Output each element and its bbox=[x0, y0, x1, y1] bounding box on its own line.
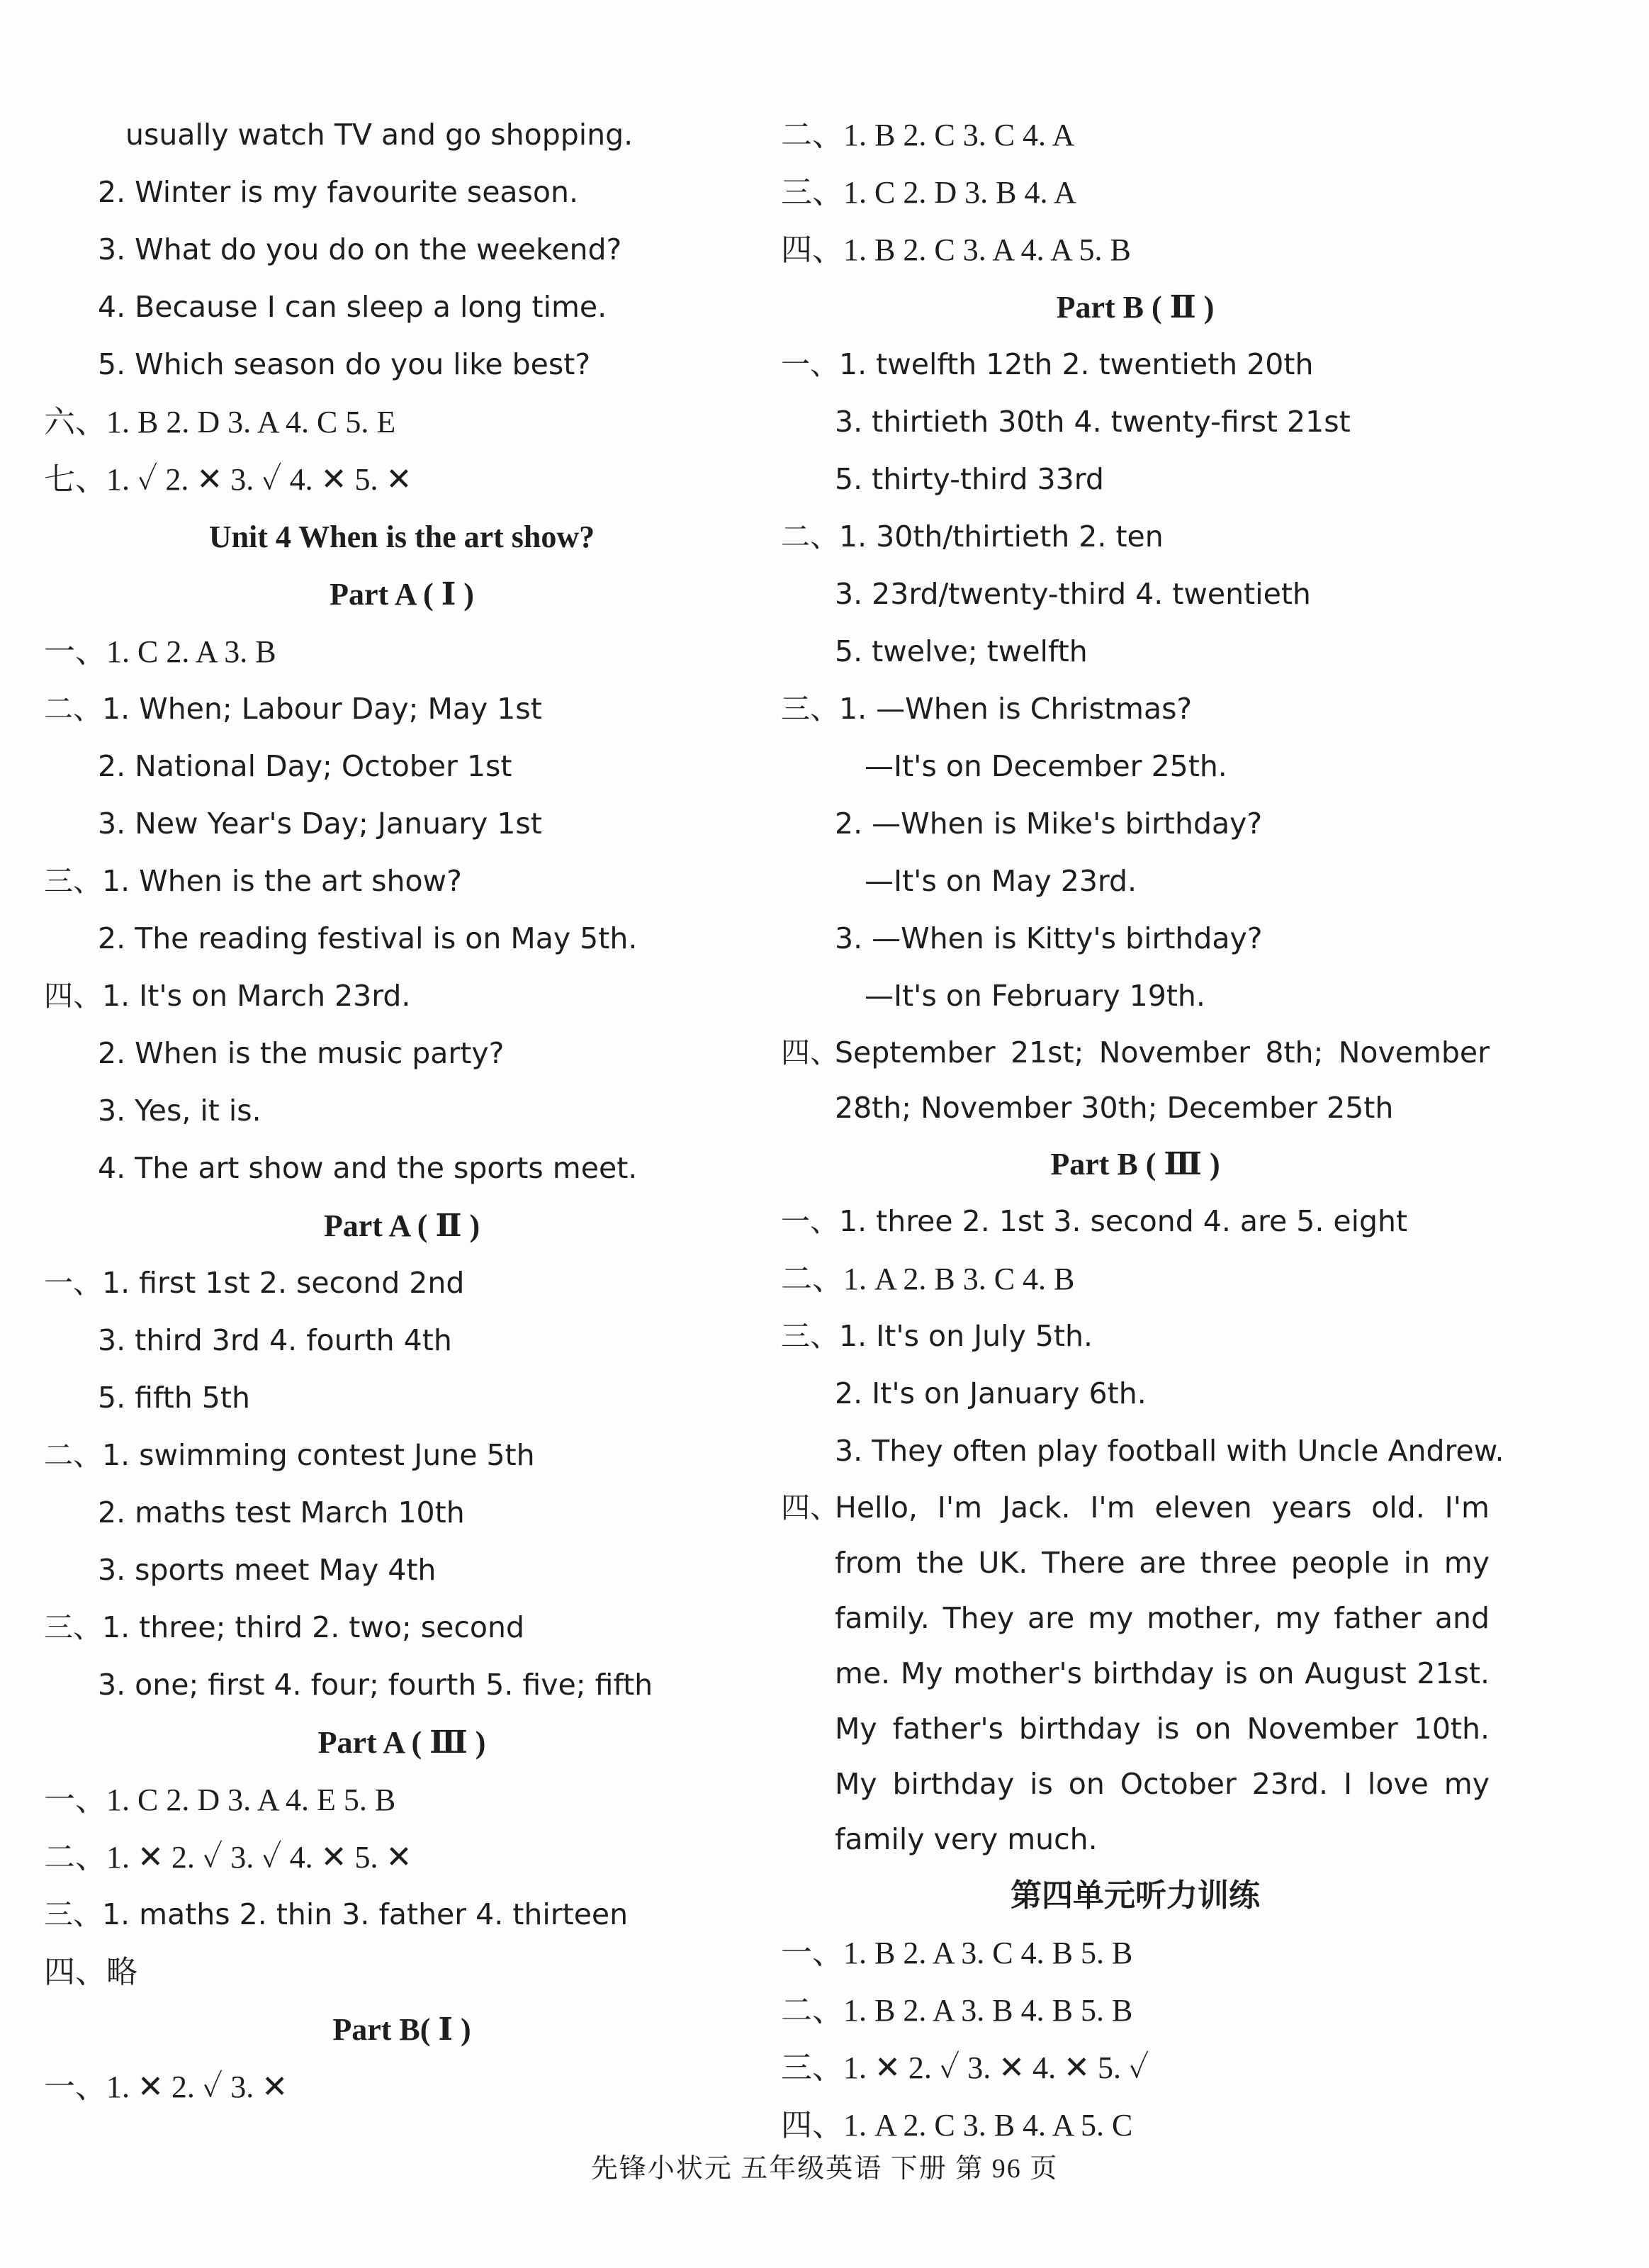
right-column bbox=[781, 106, 1504, 2154]
answer-line: 一、1. C 2. A 3. B bbox=[44, 634, 276, 669]
answer-line: 三、1. It's on July 5th. bbox=[781, 1319, 1093, 1353]
answer-line: 2. It's on January 6th. bbox=[835, 1376, 1147, 1410]
item-number: 四、 bbox=[781, 1035, 839, 1070]
answer-line: 5. twelve; twelfth bbox=[835, 634, 1088, 668]
answer-line: 4. The art show and the sports meet. bbox=[98, 1151, 638, 1185]
answer-line: 一、1. first 1st 2. second 2nd bbox=[44, 1266, 465, 1300]
item-number: 四、 bbox=[781, 1491, 839, 1525]
answer-line: usually watch TV and go shopping. bbox=[125, 118, 634, 152]
answer-line: —It's on December 25th. bbox=[865, 749, 1227, 783]
answer-line: 二、1. swimming contest June 5th bbox=[44, 1438, 535, 1472]
answer-line: —It's on May 23rd. bbox=[865, 864, 1137, 898]
answer-line: 二、1. When; Labour Day; May 1st bbox=[44, 692, 542, 726]
answer-line: 2. Winter is my favourite season. bbox=[98, 175, 579, 209]
answer-line: 一、1. twelfth 12th 2. twentieth 20th bbox=[781, 347, 1314, 381]
answer-paragraph bbox=[781, 1025, 1490, 1135]
answer-line: 二、1. A 2. B 3. C 4. B bbox=[781, 1262, 1075, 1296]
answer-line: 3. What do you do on the weekend? bbox=[98, 232, 622, 266]
answer-line: 3. sports meet May 4th bbox=[98, 1553, 437, 1587]
answer-line: 2. The reading festival is on May 5th. bbox=[98, 921, 638, 955]
answer-line: 一、1. ✕ 2. ✓ 3. ✕ bbox=[44, 2070, 288, 2104]
section-heading: Part A ( Ⅱ ) bbox=[323, 1208, 480, 1243]
answer-line: 3. third 3rd 4. fourth 4th bbox=[98, 1323, 452, 1357]
answer-line: 5. Which season do you like best? bbox=[98, 347, 591, 381]
answer-line: 2. maths test March 10th bbox=[98, 1495, 465, 1529]
answer-line: 六、1. B 2. D 3. A 4. C 5. E bbox=[44, 405, 396, 439]
passage bbox=[781, 1480, 1490, 1867]
answer-line: 二、1. B 2. A 3. B 4. B 5. B bbox=[781, 1993, 1133, 2028]
section-heading: Part B ( Ⅲ ) bbox=[1050, 1147, 1220, 1181]
answer-line: 三、1. three; third 2. two; second bbox=[44, 1610, 525, 1644]
answer-line: 2. National Day; October 1st bbox=[98, 749, 512, 783]
answer-line: 3. Yes, it is. bbox=[98, 1094, 261, 1128]
answer-line: 一、1. C 2. D 3. A 4. E 5. B bbox=[44, 1783, 396, 1817]
section-heading: Part A ( Ⅰ ) bbox=[330, 577, 474, 612]
section-heading: Part A ( Ⅲ ) bbox=[317, 1725, 486, 1760]
answer-line: 3. New Year's Day; January 1st bbox=[98, 807, 542, 841]
section-heading: Part B ( Ⅱ ) bbox=[1056, 290, 1215, 325]
answer-line: —It's on February 19th. bbox=[865, 979, 1205, 1013]
answer-line: 四、1. A 2. C 3. B 4. A 5. C bbox=[781, 2108, 1133, 2143]
section-heading: 第四单元听力训练 bbox=[1011, 1878, 1260, 1913]
passage-text: Hello, I'm Jack. I'm eleven years old. I'm from the UK. There are three people in my family. They are my mother, my father and me. My mother's birthday is on August 21st. My father's birthday is on November 10th. My birthday is on October 23rd. I love my family very much. bbox=[835, 1491, 1490, 1856]
answer-line: 4. Because I can sleep a long time. bbox=[98, 290, 607, 324]
answer-line: 3. 23rd/twenty-third 4. twentieth bbox=[835, 577, 1311, 611]
answer-line: 三、1. C 2. D 3. B 4. A bbox=[781, 175, 1076, 210]
answer-line: 5. thirty-third 33rd bbox=[835, 462, 1104, 496]
answer-line: 3. —When is Kitty's birthday? bbox=[835, 921, 1263, 955]
section-heading: Part B( Ⅰ ) bbox=[332, 2012, 471, 2047]
left-column bbox=[44, 106, 760, 2116]
answer-line: 三、1. maths 2. thin 3. father 4. thirteen bbox=[44, 1897, 629, 1931]
answer-line: 二、1. B 2. C 3. C 4. A bbox=[781, 118, 1075, 152]
answer-line: 一、1. three 2. 1st 3. second 4. are 5. eight bbox=[781, 1204, 1408, 1238]
answer-line: 四、1. B 2. C 3. A 4. A 5. B bbox=[781, 232, 1131, 267]
answer-line: 3. They often play football with Uncle Andrew. bbox=[835, 1434, 1504, 1468]
answer-line: 3. one; first 4. four; fourth 5. five; fifth bbox=[98, 1668, 653, 1702]
answer-line: 七、1. ✓ 2. ✕ 3. ✓ 4. ✕ 5. ✕ bbox=[44, 462, 412, 497]
answer-line: 5. fifth 5th bbox=[98, 1381, 250, 1415]
page-footer: 先锋小状元 五年级英语 下册 第 96 页 bbox=[590, 2154, 1059, 2184]
answer-line: 三、1. —When is Christmas? bbox=[781, 692, 1193, 726]
answer-line: 二、1. ✕ 2. ✓ 3. ✓ 4. ✕ 5. ✕ bbox=[44, 1840, 412, 1875]
answer-line: 三、1. When is the art show? bbox=[44, 864, 462, 898]
paragraph-text: September 21st; November 8th; November 28th; November 30th; December 25th bbox=[835, 1035, 1490, 1125]
answer-line: 三、1. ✕ 2. ✓ 3. ✕ 4. ✕ 5. ✓ bbox=[781, 2050, 1149, 2085]
answer-line: 一、1. B 2. A 3. C 4. B 5. B bbox=[781, 1936, 1133, 1970]
answer-line: 3. thirtieth 30th 4. twenty-first 21st bbox=[835, 405, 1351, 439]
unit-title: Unit 4 When is the art show? bbox=[208, 520, 595, 554]
answer-line: 2. When is the music party? bbox=[98, 1036, 505, 1070]
answer-line: 四、略 bbox=[44, 1955, 137, 1989]
answer-line: 二、1. 30th/thirtieth 2. ten bbox=[781, 520, 1164, 554]
answer-line: 四、1. It's on March 23rd. bbox=[44, 979, 411, 1013]
answer-line: 2. —When is Mike's birthday? bbox=[835, 807, 1263, 841]
